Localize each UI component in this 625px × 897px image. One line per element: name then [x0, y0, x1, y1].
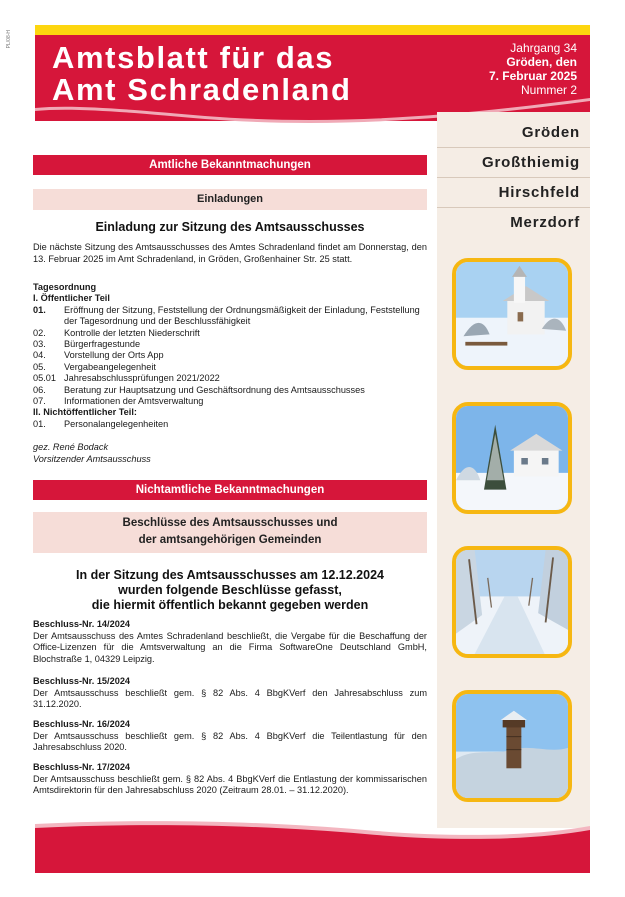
resolutions-heading — [33, 568, 427, 613]
signature-name: gez. René Bodack — [33, 442, 109, 453]
subsection-beschluesse-line2: der amtsangehörigen Gemeinden — [138, 534, 322, 546]
winter-path-photo — [452, 546, 572, 658]
resolution-text: Der Amtsausschuss beschließt gem. § 82 Abs. 4 BbgKVerf die Teilentlastung für den Jahresabschluss 2020. — [33, 730, 427, 753]
resolution-14 — [33, 619, 427, 665]
agenda-nonpublic-title: II. Nichtöffentlicher Teil: — [33, 407, 137, 418]
agenda-item — [33, 385, 427, 396]
resolutions-heading-line3: die hiermit öffentlich bekannt gegeben werden — [91, 598, 369, 612]
village-grossthiemig: Großthiemig — [437, 148, 590, 178]
masthead-title-line1: Amtsblatt für das — [52, 40, 335, 75]
agenda-item-number: 04. — [33, 350, 46, 361]
agenda-item-text: Jahresabschlussprüfungen 2021/2022 — [64, 373, 220, 384]
agenda-item — [33, 373, 427, 384]
section-bar-official: Amtliche Bekanntmachungen — [33, 155, 427, 175]
agenda — [33, 282, 427, 465]
agenda-item-number: 01. — [33, 304, 46, 315]
agenda-item — [33, 362, 427, 373]
invitation-intro: Die nächste Sitzung des Amtsausschusses des Amtes Schradenland findet am Donnerstag, den 13. Februar 2025 im Amt Schradenland, in Gröden, Großenhainer Str. 25 statt. — [33, 242, 427, 264]
invitation-heading: Einladung zur Sitzung des Amtsausschusses — [95, 220, 365, 234]
agenda-item-number: 03. — [33, 339, 46, 350]
village-merzdorf: Merzdorf — [510, 214, 580, 231]
village-list — [437, 118, 590, 237]
resolution-15 — [33, 676, 427, 711]
subsection-beschluesse-line1: Beschlüsse des Amtsausschusses und — [122, 517, 338, 529]
agenda-item — [33, 339, 427, 350]
agenda-item-number: 05.01 — [33, 373, 56, 384]
resolution-title: Beschluss-Nr. 16/2024 — [33, 719, 131, 729]
masthead-title-line2: Amt Schradenland — [52, 72, 352, 107]
resolution-text: Der Amtsausschuss des Amtes Schradenland beschließt, die Vergabe für die Beschaffung der Office-Lizenzen für die Amtsverwaltung an die Firma SoftwareOne Deutschland GmbH, Blochstraße 1, 04329 Leipzig. — [33, 630, 427, 664]
issue-number: Nummer 2 — [520, 83, 577, 97]
resolution-title: Beschluss-Nr. 14/2024 — [33, 619, 131, 629]
issue-info — [489, 41, 577, 97]
resolution-title: Beschluss-Nr. 17/2024 — [33, 762, 131, 772]
village-groeden: Gröden — [437, 118, 590, 148]
issue-jahrgang: Jahrgang 34 — [510, 41, 577, 55]
subsection-beschluesse — [33, 512, 427, 553]
village-hirschfeld: Hirschfeld — [437, 178, 590, 208]
resolution-text: Der Amtsausschuss beschließt gem. § 82 Abs. 4 BbgKVerf die Entlastung der kommissarischen Amtsdirektorin für den Jahresabschluss 2020 (Zeitraum 28.01. – 31.12.2020). — [33, 773, 427, 796]
agenda-item-number: 02. — [33, 327, 46, 338]
snowy-house-photo — [452, 402, 572, 514]
resolution-16 — [33, 719, 427, 754]
agenda-item — [33, 419, 427, 430]
agenda-item-text: Personalangelegenheiten — [64, 418, 169, 429]
agenda-item-text: Kontrolle der letzten Niederschrift — [64, 327, 200, 338]
agenda-item-text: Informationen der Amtsverwaltung — [64, 396, 204, 407]
signature-role: Vorsitzender Amtsausschuss — [33, 453, 151, 464]
agenda-item-number: 06. — [33, 384, 46, 395]
resolutions-heading-line2: wurden folgende Beschlüsse gefasst, — [118, 583, 342, 597]
lookout-tower-photo — [452, 690, 572, 802]
agenda-item-text: Eröffnung der Sitzung, Feststellung der Ordnungsmäßigkeit der Einladung, Feststellung der Tagesordnung und der Beschlussfähigkeit — [64, 304, 420, 327]
issue-date: 7. Februar 2025 — [488, 69, 577, 83]
header-yellow-bar — [35, 25, 590, 35]
resolution-title: Beschluss-Nr. 15/2024 — [33, 676, 131, 686]
subsection-einladungen: Einladungen — [33, 189, 427, 210]
agenda-item-text: Beratung zur Hauptsatzung und Geschäftsordnung des Amtsausschusses — [64, 384, 365, 395]
agenda-item — [33, 350, 427, 361]
agenda-public-title: I. Öffentlicher Teil — [33, 293, 110, 304]
resolutions-heading-line1: In der Sitzung des Amtsausschusses am 12.12.2024 — [75, 568, 384, 582]
agenda-item-text: Vergabeangelegenheit — [64, 361, 156, 372]
agenda-item — [33, 396, 427, 407]
agenda-item-text: Bürgerfragestunde — [64, 339, 141, 350]
agenda-item-number: 05. — [33, 361, 46, 372]
resolution-text: Der Amtsausschuss beschließt gem. § 82 Abs. 4 BbgKVerf den Jahresabschluss zum 31.12.2020. — [33, 687, 427, 710]
agenda-item-number: 07. — [33, 396, 46, 407]
print-code: PL/08-H — [6, 30, 12, 49]
agenda-item — [33, 328, 427, 339]
agenda-item — [33, 305, 427, 328]
snowy-church-photo — [452, 258, 572, 370]
agenda-item-number: 01. — [33, 418, 46, 429]
issue-place-date: Gröden, den — [506, 55, 577, 69]
resolution-17 — [33, 762, 427, 797]
footer-wave — [35, 820, 590, 873]
agenda-title: Tagesordnung — [33, 282, 97, 292]
section-bar-nonofficial: Nichtamtliche Bekanntmachungen — [33, 480, 427, 500]
agenda-item-text: Vorstellung der Orts App — [64, 350, 164, 361]
